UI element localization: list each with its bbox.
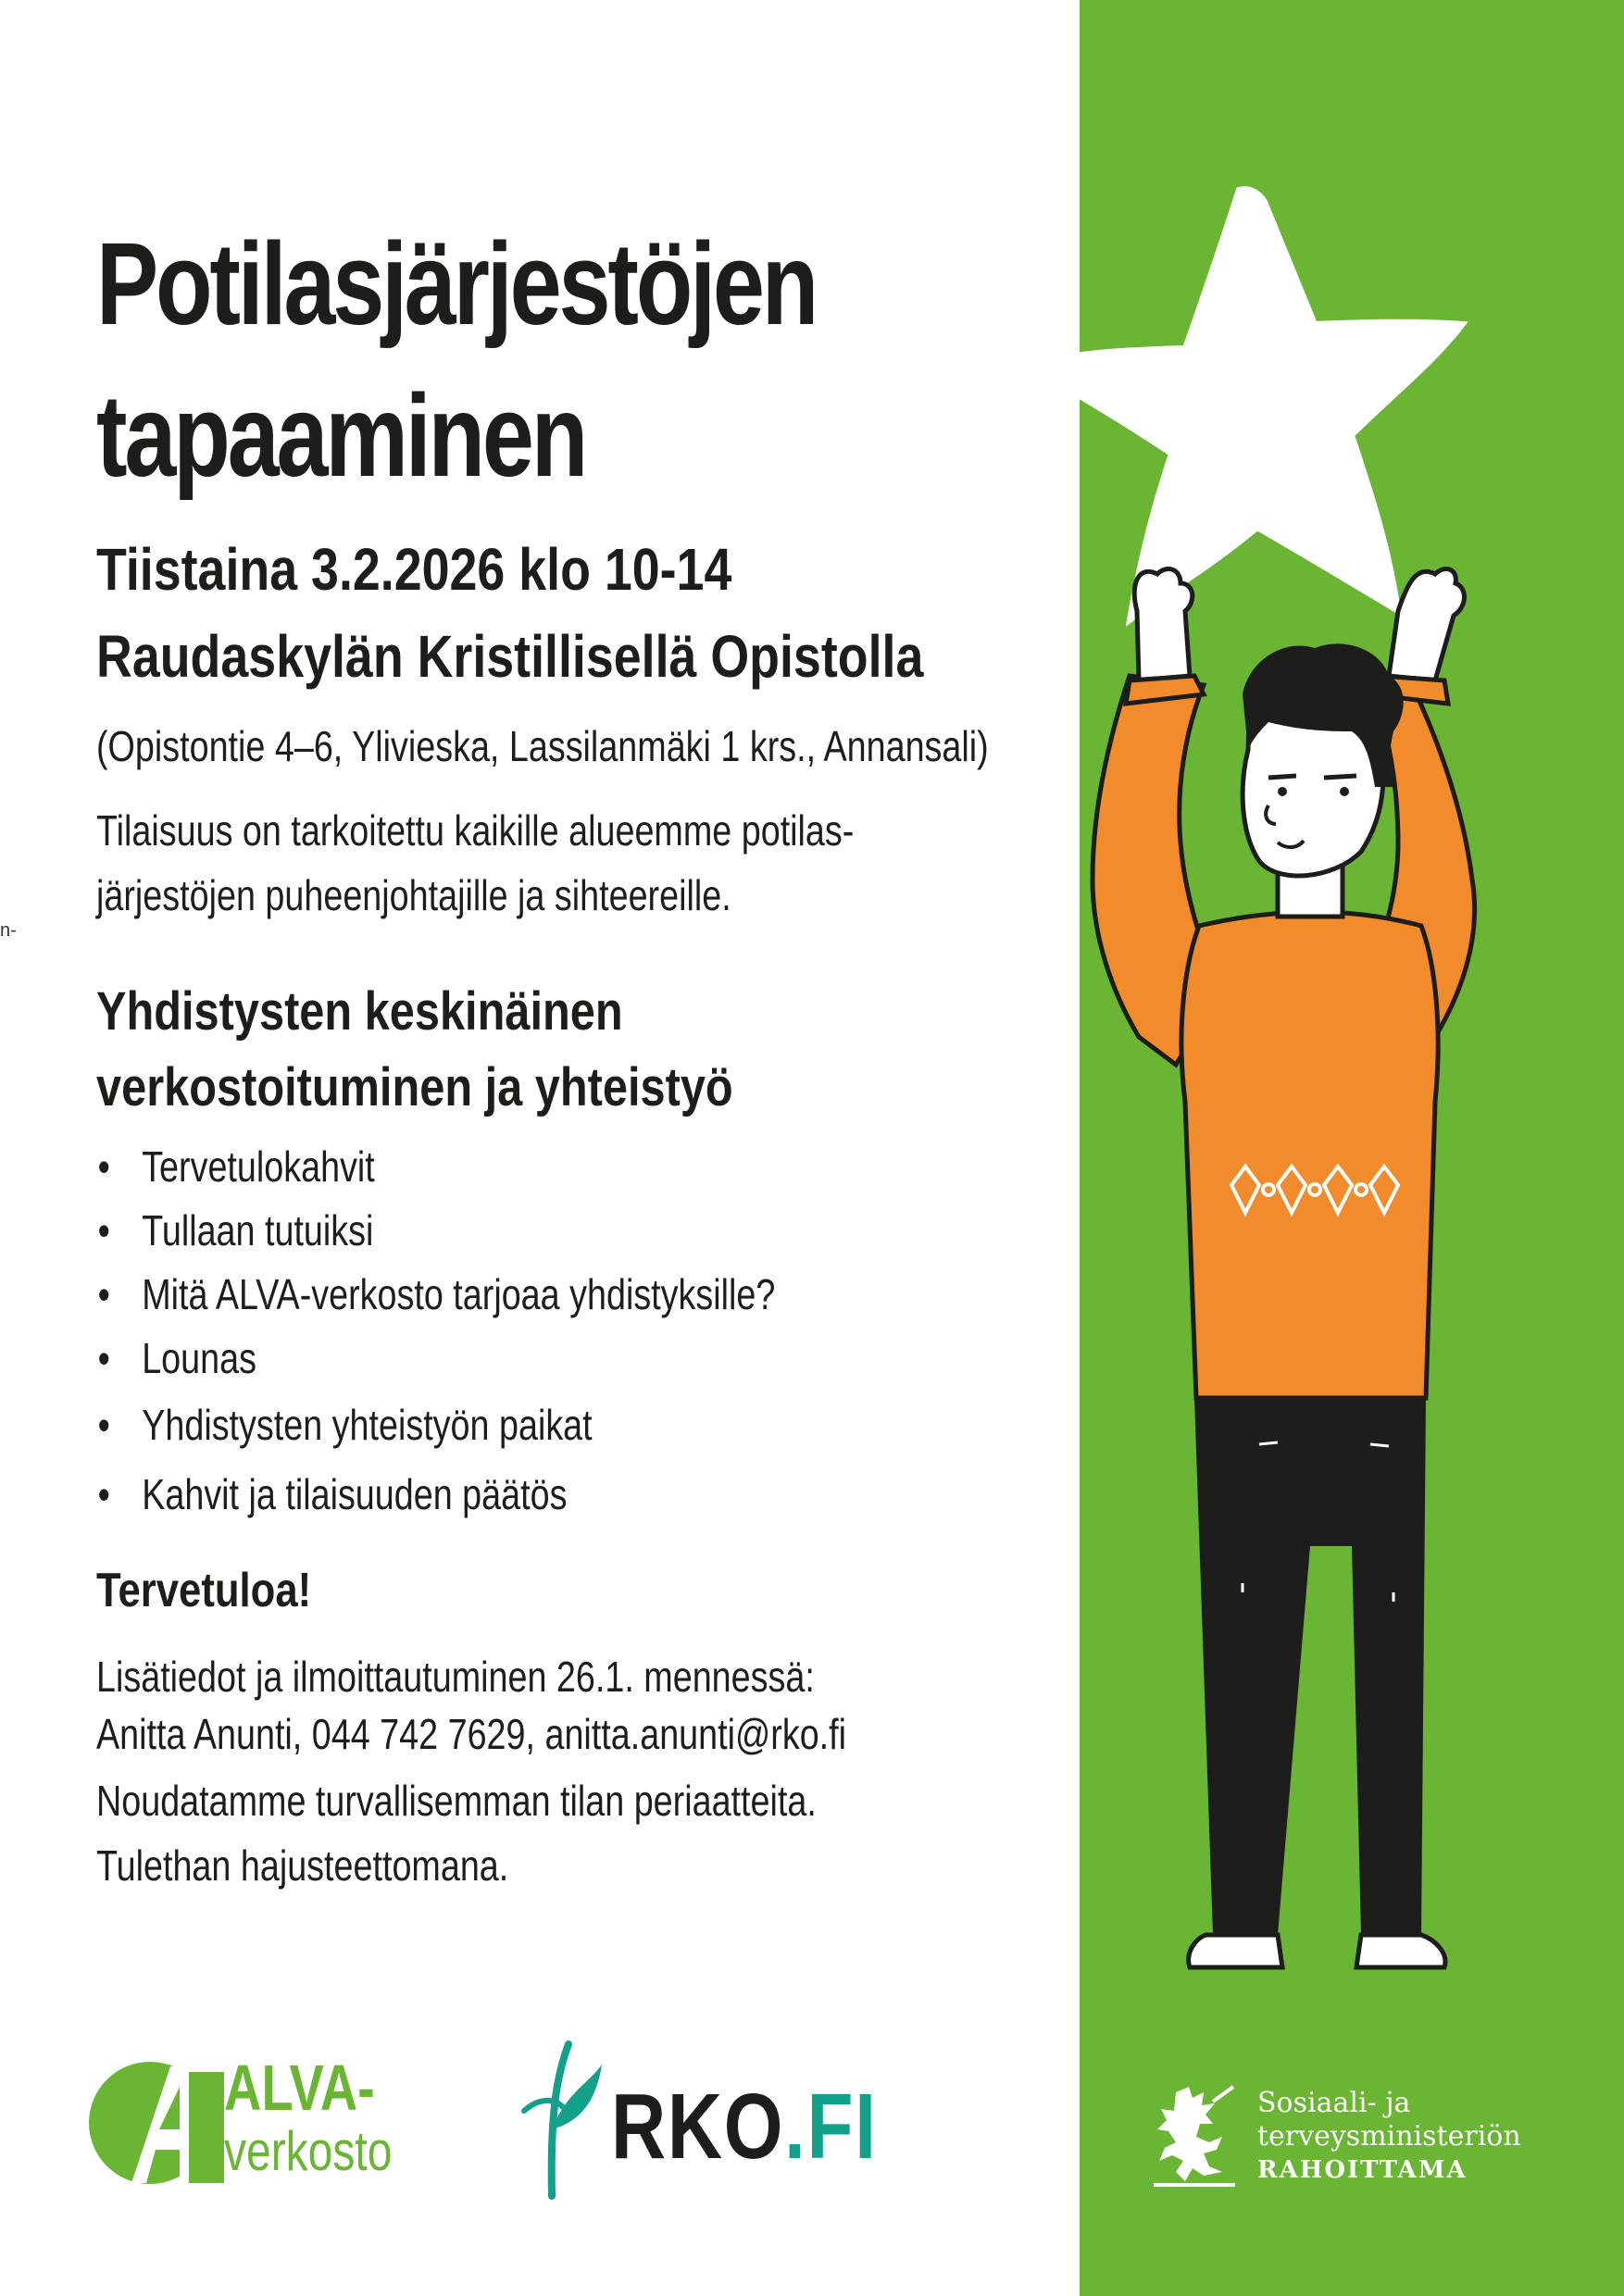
rko-wordmark-suffix: .FI — [784, 2075, 878, 2178]
rko-leaf-icon — [511, 2037, 613, 2203]
rko-fi-logo — [511, 2037, 881, 2203]
safety-line-1: Noudatamme turvallisemman tilan periaatteita. — [96, 1777, 817, 1825]
alva-wordmark-line-2: verkosto — [224, 2120, 393, 2182]
agenda-item: • Yhdistysten yhteistyön paikat — [96, 1391, 775, 1460]
alva-verkosto-logo — [85, 2053, 418, 2202]
event-details — [96, 526, 923, 700]
stm-line-2: terveysministeriön — [1257, 2120, 1521, 2152]
alva-wordmark — [224, 2053, 392, 2181]
poster-title — [96, 208, 816, 512]
agenda-item: • Mitä ALVA-verkosto tarjoaa yhdistyksille? — [96, 1263, 775, 1327]
contact-line-1: Lisätiedot ja ilmoittautuminen 26.1. mennessä: — [96, 1653, 815, 1701]
title-line-2: tapaaminen — [96, 370, 586, 501]
title-line-1: Potilasjärjestöjen — [96, 218, 817, 349]
section-heading-line-2: verkostoituminen ja yhteistyö — [96, 1057, 733, 1117]
stm-wordmark — [1257, 2087, 1521, 2187]
safety-line-2: Tulethan hajusteettomana. — [96, 1841, 509, 1890]
agenda-item: • Tervetulokahvit — [96, 1135, 775, 1199]
agenda-item: • Tullaan tutuiksi — [96, 1199, 775, 1263]
edge-mark: n- — [0, 920, 17, 941]
safety-note — [96, 1768, 817, 1898]
star-icon — [1036, 189, 1463, 620]
intro-line-2: järjestöjen puheenjohtajille ja sihteereille. — [96, 871, 731, 919]
intro-line-1: Tilaisuus on tarkoitettu kaikille alueemme potilas- — [96, 806, 855, 855]
lion-crest-icon — [1148, 2083, 1241, 2194]
alva-a-icon — [85, 2053, 224, 2192]
agenda-list — [96, 1135, 775, 1529]
stm-line-3: RAHOITTAMA — [1257, 2156, 1468, 2184]
alva-wordmark-line-1: ALVA- — [224, 2052, 375, 2124]
welcome-text: Tervetuloa! — [96, 1564, 312, 1617]
section-heading-line-1: Yhdistysten keskinäinen — [96, 981, 623, 1042]
section-heading — [96, 974, 733, 1126]
intro-text — [96, 798, 854, 928]
contact-info — [96, 1648, 846, 1763]
event-address: (Opistontie 4–6, Ylivieska, Lassilanmäki 1 krs., Annansali) — [96, 722, 989, 770]
event-venue: Raudaskylän Kristillisellä Opistolla — [96, 623, 924, 690]
event-date: Tiistaina 3.2.2026 klo 10-14 — [96, 536, 732, 603]
stm-line-1: Sosiaali- ja — [1257, 2087, 1411, 2119]
stm-logo — [1148, 2083, 1565, 2194]
agenda-item: • Lounas — [96, 1327, 775, 1391]
rko-wordmark-main: RKO — [611, 2075, 785, 2178]
agenda-item: • Kahvit ja tilaisuuden päätös — [96, 1460, 775, 1529]
person-holding-star-illustration — [1000, 176, 1593, 2000]
rko-wordmark — [611, 2076, 878, 2177]
contact-line-2[interactable]: Anitta Anunti, 044 742 7629, anitta.anunti@rko.fi — [96, 1710, 847, 1758]
